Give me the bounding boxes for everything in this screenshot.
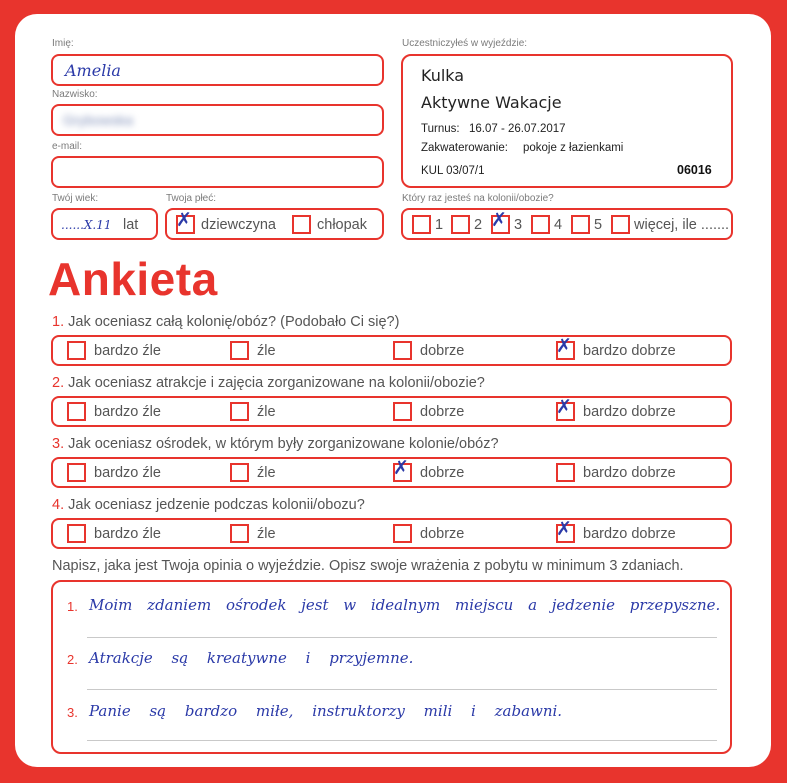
email-label: e-mail:	[52, 141, 83, 152]
times-option-more: więcej, ile .......	[634, 217, 730, 233]
check-mark-icon: ✗	[556, 335, 572, 357]
gender-checkbox-boy[interactable]	[292, 215, 311, 234]
gender-field	[165, 208, 384, 240]
trip-box	[401, 54, 733, 188]
times-checkbox-4[interactable]	[531, 215, 550, 234]
times-option-3: 3	[514, 217, 523, 233]
times-checkbox-more[interactable]	[611, 215, 630, 234]
surname-field[interactable]	[51, 104, 384, 136]
rating-option-label: bardzo dobrze	[583, 343, 676, 359]
check-mark-icon: ✗	[556, 396, 572, 418]
rating-checkbox[interactable]	[393, 341, 412, 360]
question-4-text	[52, 497, 365, 513]
gender-label: Twoja płeć:	[166, 193, 217, 204]
rating-option-label: dobrze	[420, 526, 465, 542]
question-label: Jak oceniasz całą kolonię/obóz? (Podobało Ci się?)	[68, 314, 400, 330]
rating-option-label: bardzo dobrze	[583, 404, 676, 420]
surname-label: Nazwisko:	[52, 89, 98, 100]
opinion-line-1: Moim zdaniem ośrodek jest w idealnym miejscu a jedzenie przepyszne.	[89, 596, 721, 614]
rating-checkbox[interactable]	[230, 341, 249, 360]
gender-option-boy: chłopak	[317, 217, 367, 233]
times-label: Który raz jesteś na kolonii/obozie?	[402, 193, 554, 204]
check-mark-icon: ✗	[393, 457, 409, 479]
trip-code: KUL 03/07/1	[421, 165, 485, 177]
opinion-line-number: 2.	[67, 652, 78, 667]
turnus-label: Turnus:	[421, 123, 460, 135]
opinion-prompt: Napisz, jaka jest Twoja opinia o wyjeździe. Opisz swoje wrażenia z pobytu w minimum 3 zdaniach.	[52, 558, 684, 574]
rating-option-label: bardzo źle	[94, 465, 161, 481]
question-1-text	[52, 314, 399, 330]
rating-option-label: bardzo dobrze	[583, 465, 676, 481]
times-checkbox-2[interactable]	[451, 215, 470, 234]
question-label: Jak oceniasz atrakcje i zajęcia zorganizowane na kolonii/obozie?	[68, 375, 485, 391]
opinion-line-2: Atrakcje są kreatywne i przyjemne.	[89, 649, 414, 667]
trip-program: Aktywne Wakacje	[421, 93, 562, 112]
check-mark-icon: ✗	[556, 518, 572, 540]
age-label: Twój wiek:	[52, 193, 99, 204]
gender-option-girl: dziewczyna	[201, 217, 276, 233]
trip-label: Uczestniczyłeś w wyjeździe:	[402, 38, 528, 49]
rating-checkbox[interactable]	[556, 396, 575, 421]
rating-checkbox[interactable]	[67, 463, 86, 482]
trip-name: Kulka	[421, 66, 465, 85]
page-title: Ankieta	[48, 253, 218, 305]
name-label: Imię:	[52, 38, 74, 49]
question-number: 4.	[52, 497, 65, 513]
question-3-text	[52, 436, 499, 452]
rating-checkbox[interactable]	[67, 524, 86, 543]
rating-option-label: bardzo źle	[94, 404, 161, 420]
check-mark-icon: ✗	[176, 209, 192, 231]
rating-option-label: źle	[257, 343, 276, 359]
question-number: 1.	[52, 314, 65, 330]
name-value: Amelia	[65, 61, 121, 80]
rating-checkbox[interactable]	[556, 463, 575, 482]
rating-option-label: dobrze	[420, 465, 465, 481]
times-checkbox-5[interactable]	[571, 215, 590, 234]
times-checkbox-1[interactable]	[412, 215, 431, 234]
rating-checkbox[interactable]	[230, 402, 249, 421]
lodging-value: pokoje z łazienkami	[523, 142, 624, 154]
rating-checkbox[interactable]	[67, 402, 86, 421]
rating-checkbox[interactable]	[67, 341, 86, 360]
gender-checkbox-girl[interactable]	[176, 209, 195, 234]
rating-option-label: bardzo dobrze	[583, 526, 676, 542]
rating-checkbox[interactable]	[230, 524, 249, 543]
rating-option-label: dobrze	[420, 343, 465, 359]
rating-checkbox[interactable]	[556, 518, 575, 543]
rating-checkbox[interactable]	[393, 524, 412, 543]
turnus-value: 16.07 - 26.07.2017	[469, 123, 566, 135]
question-number: 3.	[52, 436, 65, 452]
question-label: Jak oceniasz jedzenie podczas kolonii/obozu?	[68, 497, 365, 513]
rating-checkbox[interactable]	[556, 335, 575, 360]
times-option-2: 2	[474, 217, 483, 233]
opinion-box[interactable]	[51, 580, 732, 754]
rating-checkbox[interactable]	[230, 463, 249, 482]
times-option-5: 5	[594, 217, 603, 233]
rating-option-label: źle	[257, 404, 276, 420]
question-label: Jak oceniasz ośrodek, w którym były zorganizowane kolonie/obóz?	[68, 436, 499, 452]
rating-checkbox[interactable]	[393, 457, 412, 482]
rating-checkbox[interactable]	[393, 402, 412, 421]
opinion-line-number: 1.	[67, 599, 78, 614]
lodging-label: Zakwaterowanie:	[421, 142, 508, 154]
name-field[interactable]	[51, 54, 384, 86]
email-field[interactable]	[51, 156, 384, 188]
rating-option-label: dobrze	[420, 404, 465, 420]
times-option-4: 4	[554, 217, 563, 233]
opinion-line-number: 3.	[67, 705, 78, 720]
rating-option-label: bardzo źle	[94, 343, 161, 359]
rating-option-label: źle	[257, 526, 276, 542]
age-field[interactable]	[51, 208, 158, 240]
age-value: ......X.11	[61, 218, 112, 232]
times-checkbox-3[interactable]	[491, 209, 510, 234]
rating-option-label: bardzo źle	[94, 526, 161, 542]
opinion-line-3: Panie są bardzo miłe, instruktorzy mili i zabawni.	[89, 702, 563, 720]
surname-value: Grybowska	[63, 112, 134, 128]
question-2-text	[52, 375, 485, 391]
rating-option-label: źle	[257, 465, 276, 481]
question-number: 2.	[52, 375, 65, 391]
check-mark-icon: ✗	[491, 209, 507, 231]
times-field	[401, 208, 733, 240]
age-unit: lat	[123, 217, 139, 233]
trip-number: 06016	[677, 163, 712, 177]
times-option-1: 1	[435, 217, 444, 233]
